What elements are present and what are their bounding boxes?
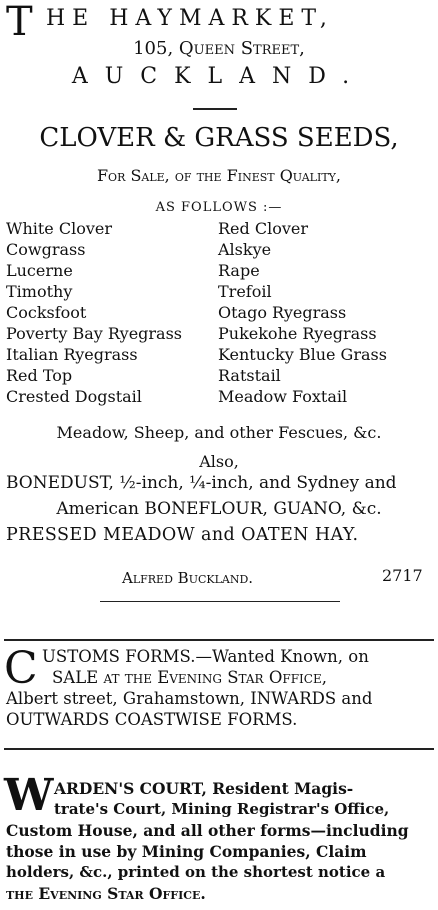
also-line: Also,	[199, 452, 239, 471]
list-item: Italian Ryegrass	[6, 345, 138, 364]
reference-number: 2717	[382, 566, 423, 585]
list-item: Red Top	[6, 366, 73, 385]
list-item: Alskye	[218, 240, 272, 259]
customs-line-2: SALE at the Evening Star Office,	[52, 668, 327, 687]
wardens-line-2: trate's Court, Mining Registrar's Office,	[54, 800, 390, 818]
list-item: Meadow Foxtail	[218, 387, 348, 406]
section-divider	[4, 639, 434, 641]
list-item: Red Clover	[218, 219, 308, 238]
list-item: Otago Ryegrass	[218, 303, 347, 322]
customs-line-1: USTOMS FORMS.—Wanted Known, on	[42, 647, 369, 666]
wardens-line-4: those in use by Mining Companies, Claim	[6, 842, 367, 861]
advert-title: CLOVER & GRASS SEEDS,	[39, 123, 399, 153]
section-divider	[4, 748, 434, 750]
wardens-line-3: Custom House, and all other forms—including	[6, 821, 409, 840]
wardens-line-6: the Evening Star Office.	[6, 884, 206, 903]
list-item: Timothy	[6, 282, 73, 301]
wardens-line-1: ARDEN'S COURT, Resident Magis-	[54, 779, 354, 798]
list-item: Pukekohe Ryegrass	[218, 324, 377, 343]
customs-line-4: OUTWARDS COASTWISE FORMS.	[6, 710, 298, 729]
list-item: Lucerne	[6, 261, 73, 280]
short-rule	[193, 108, 237, 110]
customs-line-3: Albert street, Grahamstown, INWARDS and	[6, 689, 373, 708]
list-item: White Clover	[6, 219, 112, 238]
boneflour-line: American BONEFLOUR, GUANO, &c.	[56, 499, 382, 519]
heading-dropcap: T	[6, 0, 33, 45]
short-divider	[100, 601, 340, 602]
bonedust-line: BONEDUST, ½-inch, ¼-inch, and Sydney and	[6, 473, 397, 493]
list-item: Crested Dogstail	[6, 387, 142, 406]
dropcap-w: W	[4, 770, 54, 821]
list-item: Poverty Bay Ryegrass	[6, 324, 183, 343]
list-item: Cocksfoot	[6, 303, 87, 322]
list-item: Rape	[218, 261, 260, 280]
signature: Alfred Buckland.	[122, 569, 254, 587]
as-follows: AS FOLLOWS :—	[155, 200, 283, 215]
list-item: Ratstail	[218, 366, 281, 385]
fescues-line: Meadow, Sheep, and other Fescues, &c.	[56, 423, 382, 442]
address: 105, Queen Street,	[133, 38, 305, 59]
seed-list-left	[6, 218, 182, 407]
list-item: Cowgrass	[6, 240, 86, 259]
seed-list-right	[218, 218, 387, 407]
list-item: Kentucky Blue Grass	[218, 345, 387, 364]
pressed-hay-line: PRESSED MEADOW and OATEN HAY.	[6, 525, 359, 545]
wardens-line-5: holders, &c., printed on the shortest notice a	[6, 863, 386, 881]
city: AUCKLAND.	[71, 64, 367, 89]
heading-text: HE HAYMARKET,	[46, 6, 334, 31]
dropcap-c: C	[4, 643, 38, 694]
list-item: Trefoil	[218, 282, 272, 301]
subtitle: For Sale, of the Finest Quality,	[96, 166, 342, 185]
